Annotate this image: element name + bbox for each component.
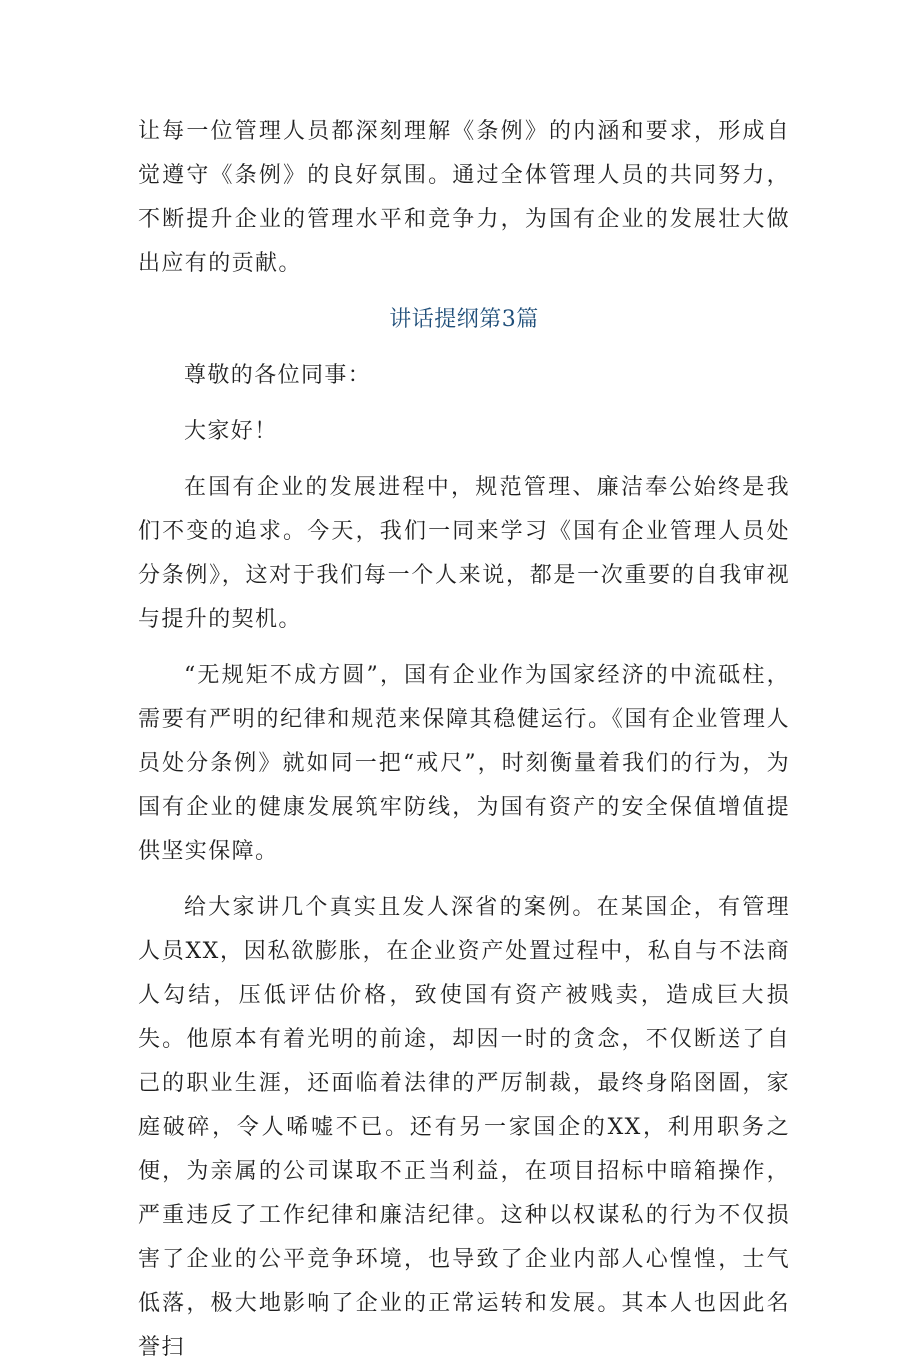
intro-paragraph: 让每一位管理人员都深刻理解《条例》的内涵和要求，形成自觉遵守《条例》的良好氛围。通过全体管理人员的共同努力，不断提升企业的管理水平和竞争力，为国有企业的发展壮大做出应有的贡献。 <box>138 119 790 276</box>
body-paragraph: “无规矩不成方圆”，国有企业作为国家经济的中流砥柱，需要有严明的纪律和规范来保障其稳健运行。《国有企业管理人员处分条例》就如同一把“戒尺”，时刻衡量着我们的行为，为国有企业的健康发展筑牢防线，为国有资产的安全保值增值提供坚实保障。 <box>138 663 790 864</box>
salutation: 尊敬的各位同事： <box>184 363 372 388</box>
greeting: 大家好！ <box>184 419 278 444</box>
section-title: 讲话提纲第3篇 <box>389 307 539 332</box>
document-body <box>138 110 790 1370</box>
body-paragraph: 在国有企业的发展进程中，规范管理、廉洁奉公始终是我们不变的追求。今天，我们一同来学习《国有企业管理人员处分条例》，这对于我们每一个人来说，都是一次重要的自我审视与提升的契机。 <box>138 475 790 632</box>
body-paragraph: 给大家讲几个真实且发人深省的案例。在某国企，有管理人员XX，因私欲膨胀，在企业资产处置过程中，私自与不法商人勾结，压低评估价格，致使国有资产被贱卖，造成巨大损失。他原本有着光明的前途，却因一时的贪念，不仅断送了自己的职业生涯，还面临着法律的严厉制裁，最终身陷囹圄，家庭破碎，令人唏嘘不已。还有另一家国企的XX，利用职务之便，为亲属的公司谋取不正当利益，在项目招标中暗箱操作，严重违反了工作纪律和廉洁纪律。这种以权谋私的行为不仅损害了企业的公平竞争环境，也导致了企业内部人心惶惶，士气低落，极大地影响了企业的正常运转和发展。其本人也因此名誉扫 <box>138 895 790 1360</box>
